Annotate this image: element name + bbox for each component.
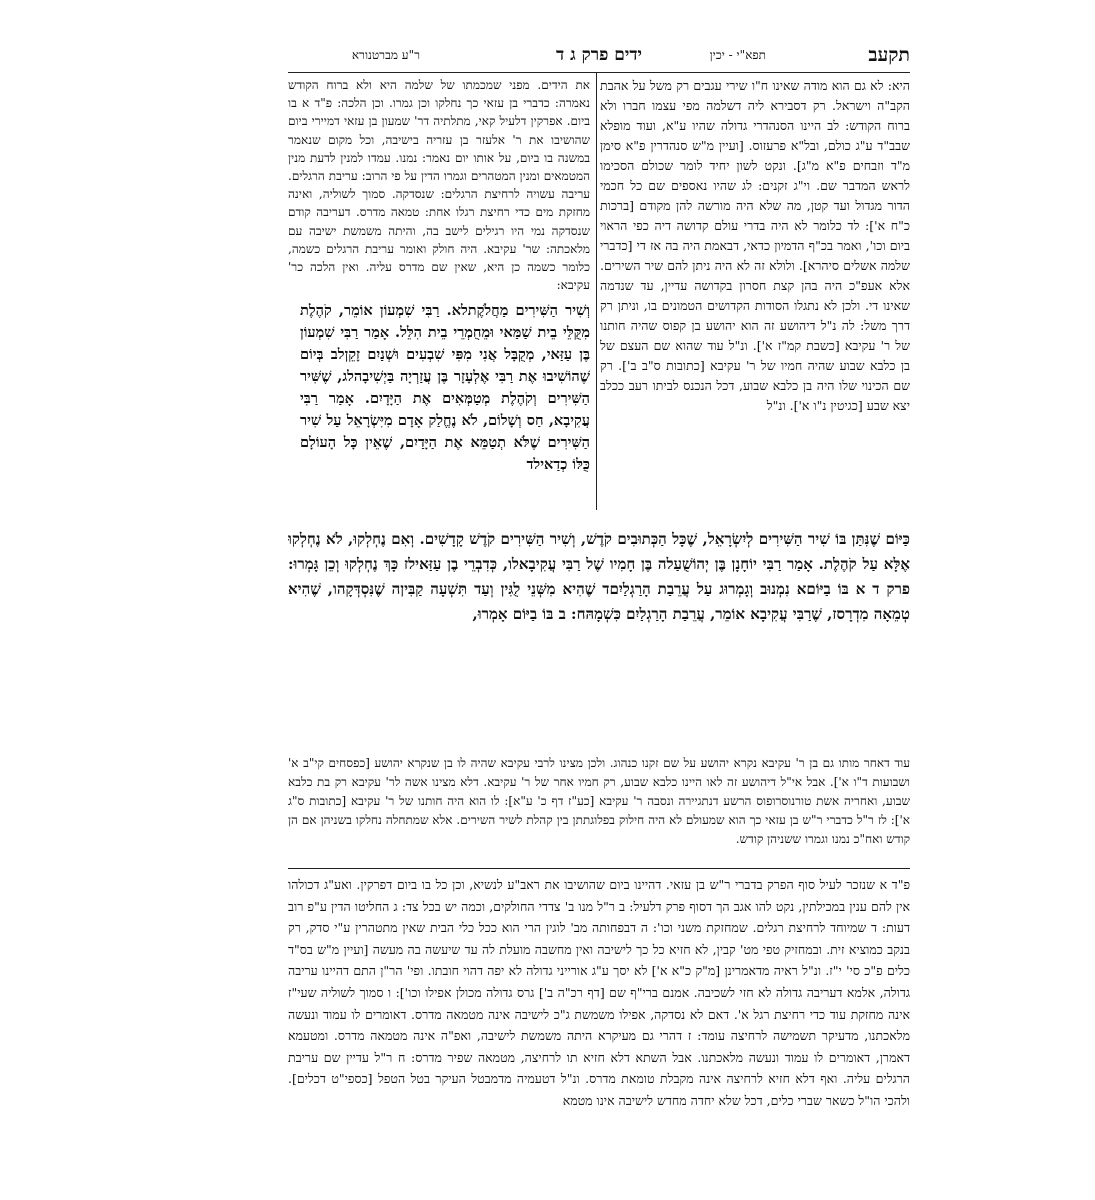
section-rule bbox=[288, 868, 910, 869]
tiferet-continuation bbox=[288, 754, 910, 866]
mishna-full-text: כַּיּוֹם שֶׁנִּתַּן בּוֹ שִׁיר הַשִּׁירִים לְיִשְׂרָאֵל, שֶׁכָּל הַכְּתוּבִים קֹדֶשׁ, וְשִׁיר הַשִּׁירִים קֹדֶשׁ קָדָשִׁים. וְאִם נֶחְלְקוּ, לֹא נֶחְלְקוּ אֶלָּא עַל קֹהֶלֶת. אָמַר רַבִּי יוֹחָנָן בֶּן יְהוֹשֻׁעַלה בֶּן חָמִיו שֶׁל רַבִּי עֲקִיבָאלו, כְּדִבְרֵי בֶן עַזַּאילז כָּךְ נֶחְלְקוּ וְכֵן גָּמְרוּ: פרק ד א בּוֹ בַיּוֹםא נִמְנוּב וְגָמְרוּג עַל עֲרֵבַת הָרַגְלַיִםד שֶׁהִיא מִשְּׁנֵי לֻגִּין וְעַד תִּשְׁעָה קַבִּיןה שֶׁנִּסְדְּקָהו, שֶׁהִיא טְמֵאָה מִדְרָסז, שֶׁרַבִּי עֲקִיבָא אוֹמֵר, עֲרֵבַת הָרַגְלַיִם כִּשְׁמָהּח: ב בּוֹ בַיּוֹם אָמְרוּ, bbox=[288, 530, 910, 623]
tiferet-yisrael-commentary bbox=[600, 76, 910, 416]
header-rule bbox=[288, 72, 910, 73]
mishna-main-text bbox=[288, 527, 910, 752]
bartenura-text: את הידים. מפני שמכמתו של שלמה היא ולא ברוח הקודש נאמרה: כדברי בן עזאי כך נחלקו וכן גמרו. וכן הלכה: פ"ד א בו ביום. אפרקין דלעיל קאי, מתלתיה דר' שמעון בן עזאי דמיירי ביום שהושיבו את ר' אלעזר בן עזריה בישיבה, וכל מקום שנאמר במשנה בו ביום, על אותו יום נאמר: נמנו. עמדו למנין לדעת מנין המטמאים ומנין המטהרים וגמרו הדין על פי הרוב: עריבת הרגלים. עריבה עשויה לרחיצת הרגלים: שנסדקה. סמוך לשוליה, ואינה מחזקת מים כדי רחיצת רגלו אחת: טמאה מדרס. דעריבה קודם שנסדקה נמי היו רגילים לישב בה, והיתה משמשת ישיבה עם מלאכתה: שר' עקיבא. היה חולק ואומר עריבת הרגלים כשמה, כלומר כשמה כן היא, שאין שם מדרס עליה. ואין הלכה כר' עקיבא: bbox=[288, 78, 590, 293]
column-label-yachin: תפא"י - יכין bbox=[709, 48, 766, 62]
tiferet-text: היא: לא גם הוא מודה שאינו ח"ו שירי עגבים רק משל על אהבת הקב"ה וישראל. רק דסבירא ליה דשלמה מפי עצמו חברו ולא ברוח הקודש: לב היינו הסנהדרי גדולה שהיו ע"א, ועוד מופלא שבב"ד ע"ג כולם, ובל"א פרעזוס. [ועיין מ"ש סנהדרין פ"א סימן מ"ד וזבחים פ"א מ"ג]. ונקט לשון יחיד לומר שכולם הסכימו לראש המדבר שם. וי"ג זקנים: לג שהיו נאספים שם כל חכמי הדור מגדול ועד קטן, מה שלא היה מורשה להן מקודם [ברכות כ"ח א']: לד כלומר לא היה בדרי עולם קדושה דיה כפי הראוי ביום וכו', ואמר בכ"ף הדמיון כדאי, דבאמת היה בה אז די [כדברי שלמה אשלים סיהרא]. ולולא זה לא היה ניתן להם שיר השירים. אלא אעפ"כ היה בהן קצת חסרון בקדושה עדיין, עד שנדמה שאינו די. ולכן לא נתגלו הסודות הקדושים הטמונים בו, וניתן רק דרך משל: לה נ"ל דיהושע זה הוא יהושע בן קפוס שהיה חותנו של ר' עקיבא [כשבת קמ"ז א']. ונ"ל עוד שהוא שם העצם של בן כלבא שבוע שהיה חמיו של ר' עקיבא [כתובות ס"ב ב']. רק שם הכינוי שלו היה בן כלבא שבוע, דכל הנכנס לביתו רעב ככלב יצא שבע [כגיטין נ"ו א']. ונ"ל bbox=[600, 78, 910, 413]
column-label-bartenura: ר"ע מברטנורא bbox=[351, 48, 420, 62]
mishna-narrow-text: וְשִׁיר הַשִּׁירִים מַחֲלֹקֶתלא. רַבִּי שִׁמְעוֹן אוֹמֵר, קֹהֶלֶת מִקֻּלֵּי בֵית שַׁמַּאי וּמֵחֻמְרֵי בֵית הִלֵּל. אָמַר רַבִּי שִׁמְעוֹן בֶּן עַזַּאי, מְקֻבָּל אֲנִי מִפִּי שִׁבְעִים וּשְׁנַיִם זָקֵןלב בְּיוֹם שֶׁהוֹשִׁיבוּ אֶת רַבִּי אֶלְעָזָר בֶּן עֲזַרְיָה בַּיְשִׁיבָהלג, שֶׁשִּׁיר הַשִּׁירִים וְקֹהֶלֶת מְטַמְּאִים אֶת הַיָּדָיִם. אָמַר רַבִּי עֲקִיבָא, חַס וְשָׁלוֹם, לֹא נֶחֱלַק אָדָם מִיִּשְׂרָאֵל עַל שִׁיר הַשִּׁירִים שֶׁלֹּא תְטַמֵּא אֶת הַיָּדַיִם, שֶׁאֵין כָּל הָעוֹלָם כֻּלּוֹ כְדַאילד bbox=[300, 302, 590, 473]
tiferet-wide-text: עוד דאחר מותו גם בן ר' עקיבא נקרא יהושע על שם זקנו כנהוג. ולכן מצינו לרבי עקיבא שהיה לו בן שנקרא יהושע [כפסחים קי"ב א' ושבועות ד"ו א']. אבל אי"ל דיהושע זה לאו היינו כלבא שבוע, רק חמיו אחר של ר' עקיבא. דלא מצינו אשה לר' עקיבא רק בת כלבא שבוע, ואחריה אשת טורנוסרופוס הרשע דנתגיירה ונסבה ר' עקיבא [כע"ז דף כ' ע"א]: לו הוא היה חותנו של ר' עקיבא [כתובות ס"ג א']: לז ר"ל כדברי ר"ש בן עזאי כך הוא שמעולם לא היה חילוק בפלוגתתן בין קהלת לשיר השירים. אלא שמתחלה נחלקו בשניהן אם הן קודש ואח"כ נמנו וגמרו ששניהן קודש. bbox=[288, 756, 910, 846]
mishna-opening bbox=[300, 300, 590, 520]
tractate-chapter-title: ידים פרק ג ד bbox=[556, 45, 642, 65]
yachin-text: פ"ד א שנזכר לעיל סוף הפרק בדברי ר"ש בן עזאי. דהיינו ביום שהושיבו את ראב"ע לנשיא, וכן כל בו ביום דפרקין. ואע"ג דכולהו אין להם ענין במכילתין, נקט להו אגב הך דסוף פרק דלעיל: ב ר"ל מנו ב' צדדי החולקים, וכמה יש בכל צד: ג החליטו הדין ע"פ רוב דעות: ד שמיוחד לרחיצת רגלים. שמחזקת משני וכו': ה דבפחותה מב' לוגין הרי הוא ככל כלי הבית שאין מתטהרין ע"י סדק, רק בנקב כמוציא זית. ובמחזיק טפי מט' קבין, לא חזיא כל כך לישיבה ואין מחשבה מועלת לה עד שיעשה בה מעשה [ועיין מ"ש בס"ד כלים פ"כ סי' י"ז. ונ"ל ראיה מדאמרינן [מ"ק כ"א א'] לא יסך ע"ג אורייני גדולה לא יפה דהוי חובתו. ופי' הר"ן התם דהיינו עריבה גדולה, אלמא דעריבה גדולה לא חזי לשכיבה. אמנם ברי"ף שם [דף רכ"ה ב'] גרס גדולה מכולן אפילו וכו']: ו סמוך לשוליה שעי"ז אינה מחזקת עוד כדי רחיצת רגל א'. דאם לא נסדקה, אפילו משמשת ג"כ לישיבה אינה מטמאה מדרס. דאומרים לו עמוד ונעשה מלאכתנו, מדעיקר תשמישה לרחיצה עומד: ז דהרי גם מעיקרא היתה משמשת לישיבה, ואפ"ה אינה מטמאה מדרס. ומטעמא דאמרן, דאומרים לו עמוד ונעשה מלאכתנו. אבל השתא דלא חזיא תו לרחיצה, מטמאה שפיר מדרס: ח ר"ל עדיין שם עריבת הרגלים עליה. ואף דלא חזיא לרחיצה אינה מקבלת טומאת מדרס. ונ"ל דטעמיה מדמבטל העיקר בטל הטפל [כספי"ט דכלים]. ולהכי הו"ל כשאר שברי כלים, דכל שלא יחדה מחדש לישיבה אינו מטמא bbox=[288, 877, 910, 1108]
page-header bbox=[288, 44, 910, 70]
column-divider bbox=[596, 72, 597, 510]
folio-number: תקעב bbox=[868, 44, 910, 66]
yachin-commentary-chapter-4 bbox=[288, 874, 910, 1184]
bartenura-commentary bbox=[288, 76, 590, 294]
